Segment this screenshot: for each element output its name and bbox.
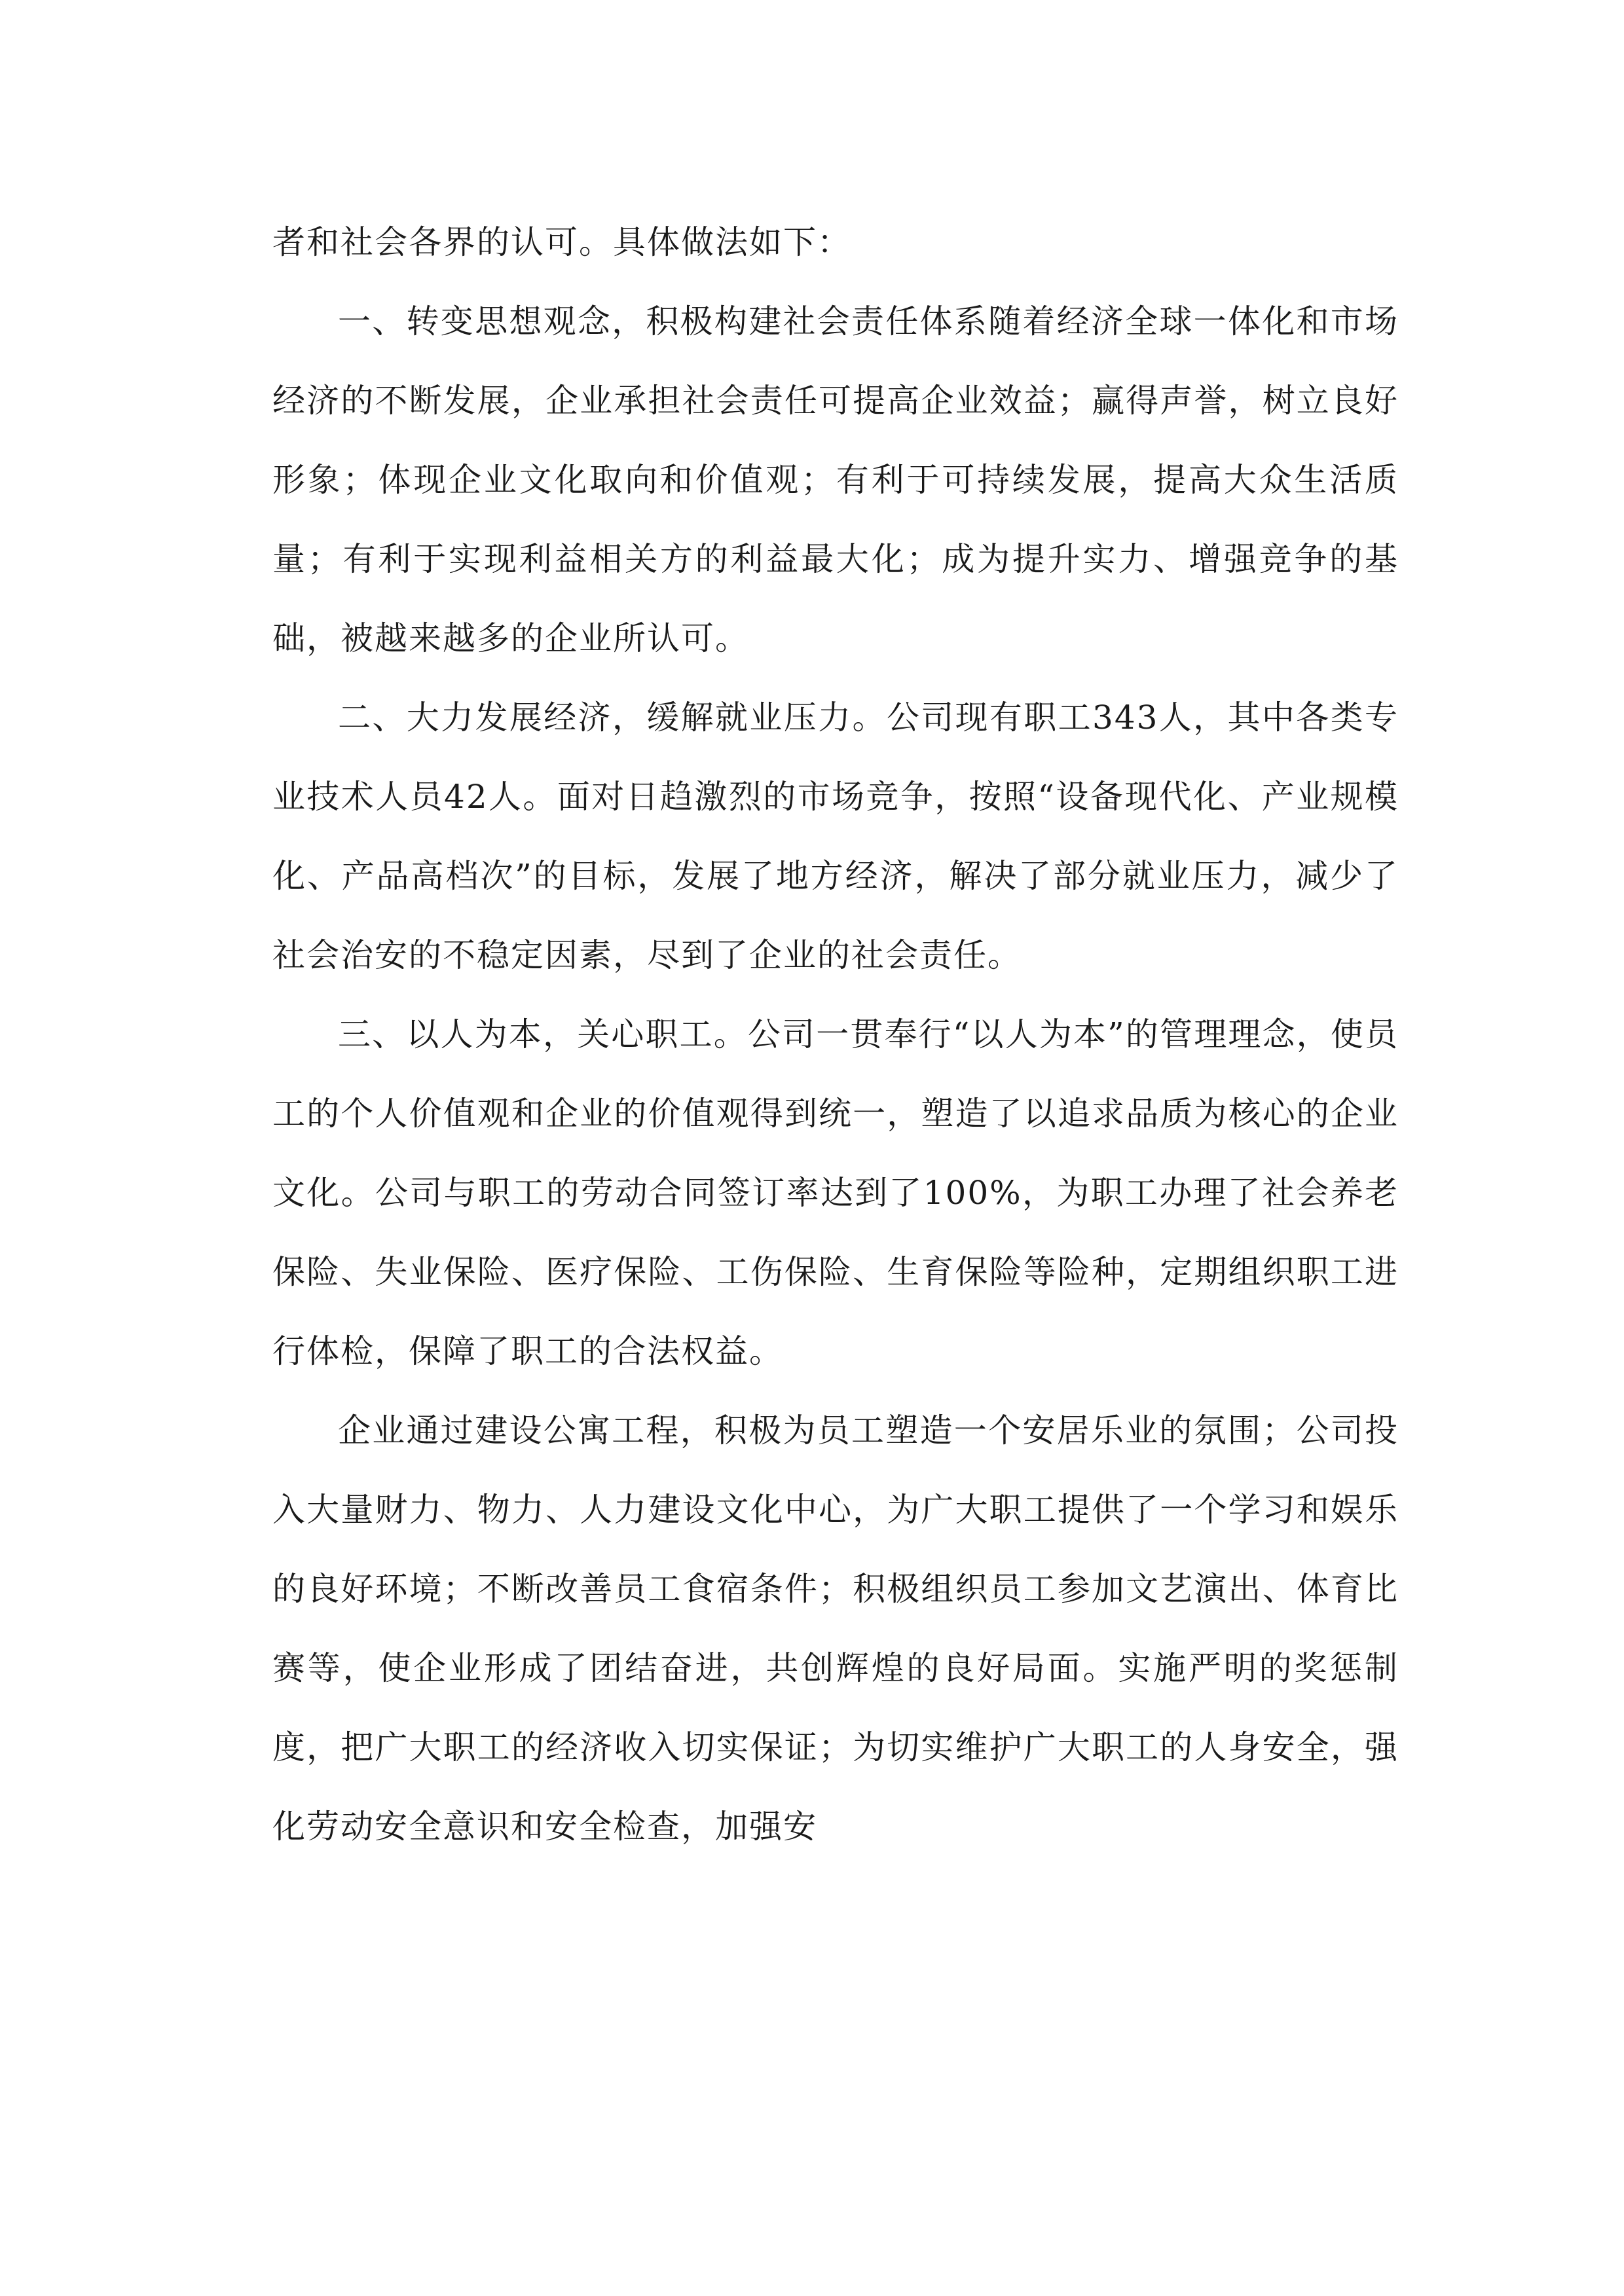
paragraph-section-2: 二、大力发展经济，缓解就业压力。公司现有职工343人，其中各类专业技术人员42人。面对日趋激烈的市场竞争，按照“设备现代化、产业规模化、产品高档次”的目标，发展了地方经济，解决了部分就业压力，减少了社会治安的不稳定因素，尽到了企业的社会责任。 [272, 699, 1399, 974]
paragraph-intro-continuation: 者和社会各界的认可。具体做法如下： [272, 223, 851, 261]
paragraph-section-1: 一、转变思想观念，积极构建社会责任体系随着经济全球一体化和市场经济的不断发展，企业承担社会责任可提高企业效益；赢得声誉，树立良好形象；体现企业文化取向和价值观；有利于可持续发展，提高大众生活质量；有利于实现利益相关方的利益最大化；成为提升实力、增强竞争的基础，被越来越多的企业所认可。 [272, 302, 1399, 657]
paragraph-section-3: 三、以人为本，关心职工。公司一贯奉行“以人为本”的管理理念，使员工的个人价值观和企业的价值观得到统一，塑造了以追求品质为核心的企业文化。公司与职工的劳动合同签订率达到了100%，为职工办理了社会养老保险、失业保险、医疗保险、工伤保险、生育保险等险种，定期组织职工进行体检，保障了职工的合法权益。 [272, 1015, 1399, 1370]
body-text [272, 203, 1399, 1867]
paragraph-section-3-continued: 企业通过建设公寓工程，积极为员工塑造一个安居乐业的氛围；公司投入大量财力、物力、人力建设文化中心，为广大职工提供了一个学习和娱乐的良好环境；不断改善员工食宿条件；积极组织员工参加文艺演出、体育比赛等，使企业形成了团结奋进，共创辉煌的良好局面。实施严明的奖惩制度，把广大职工的经济收入切实保证；为切实维护广大职工的人身安全，强化劳动安全意识和安全检查，加强安 [272, 1412, 1399, 1846]
